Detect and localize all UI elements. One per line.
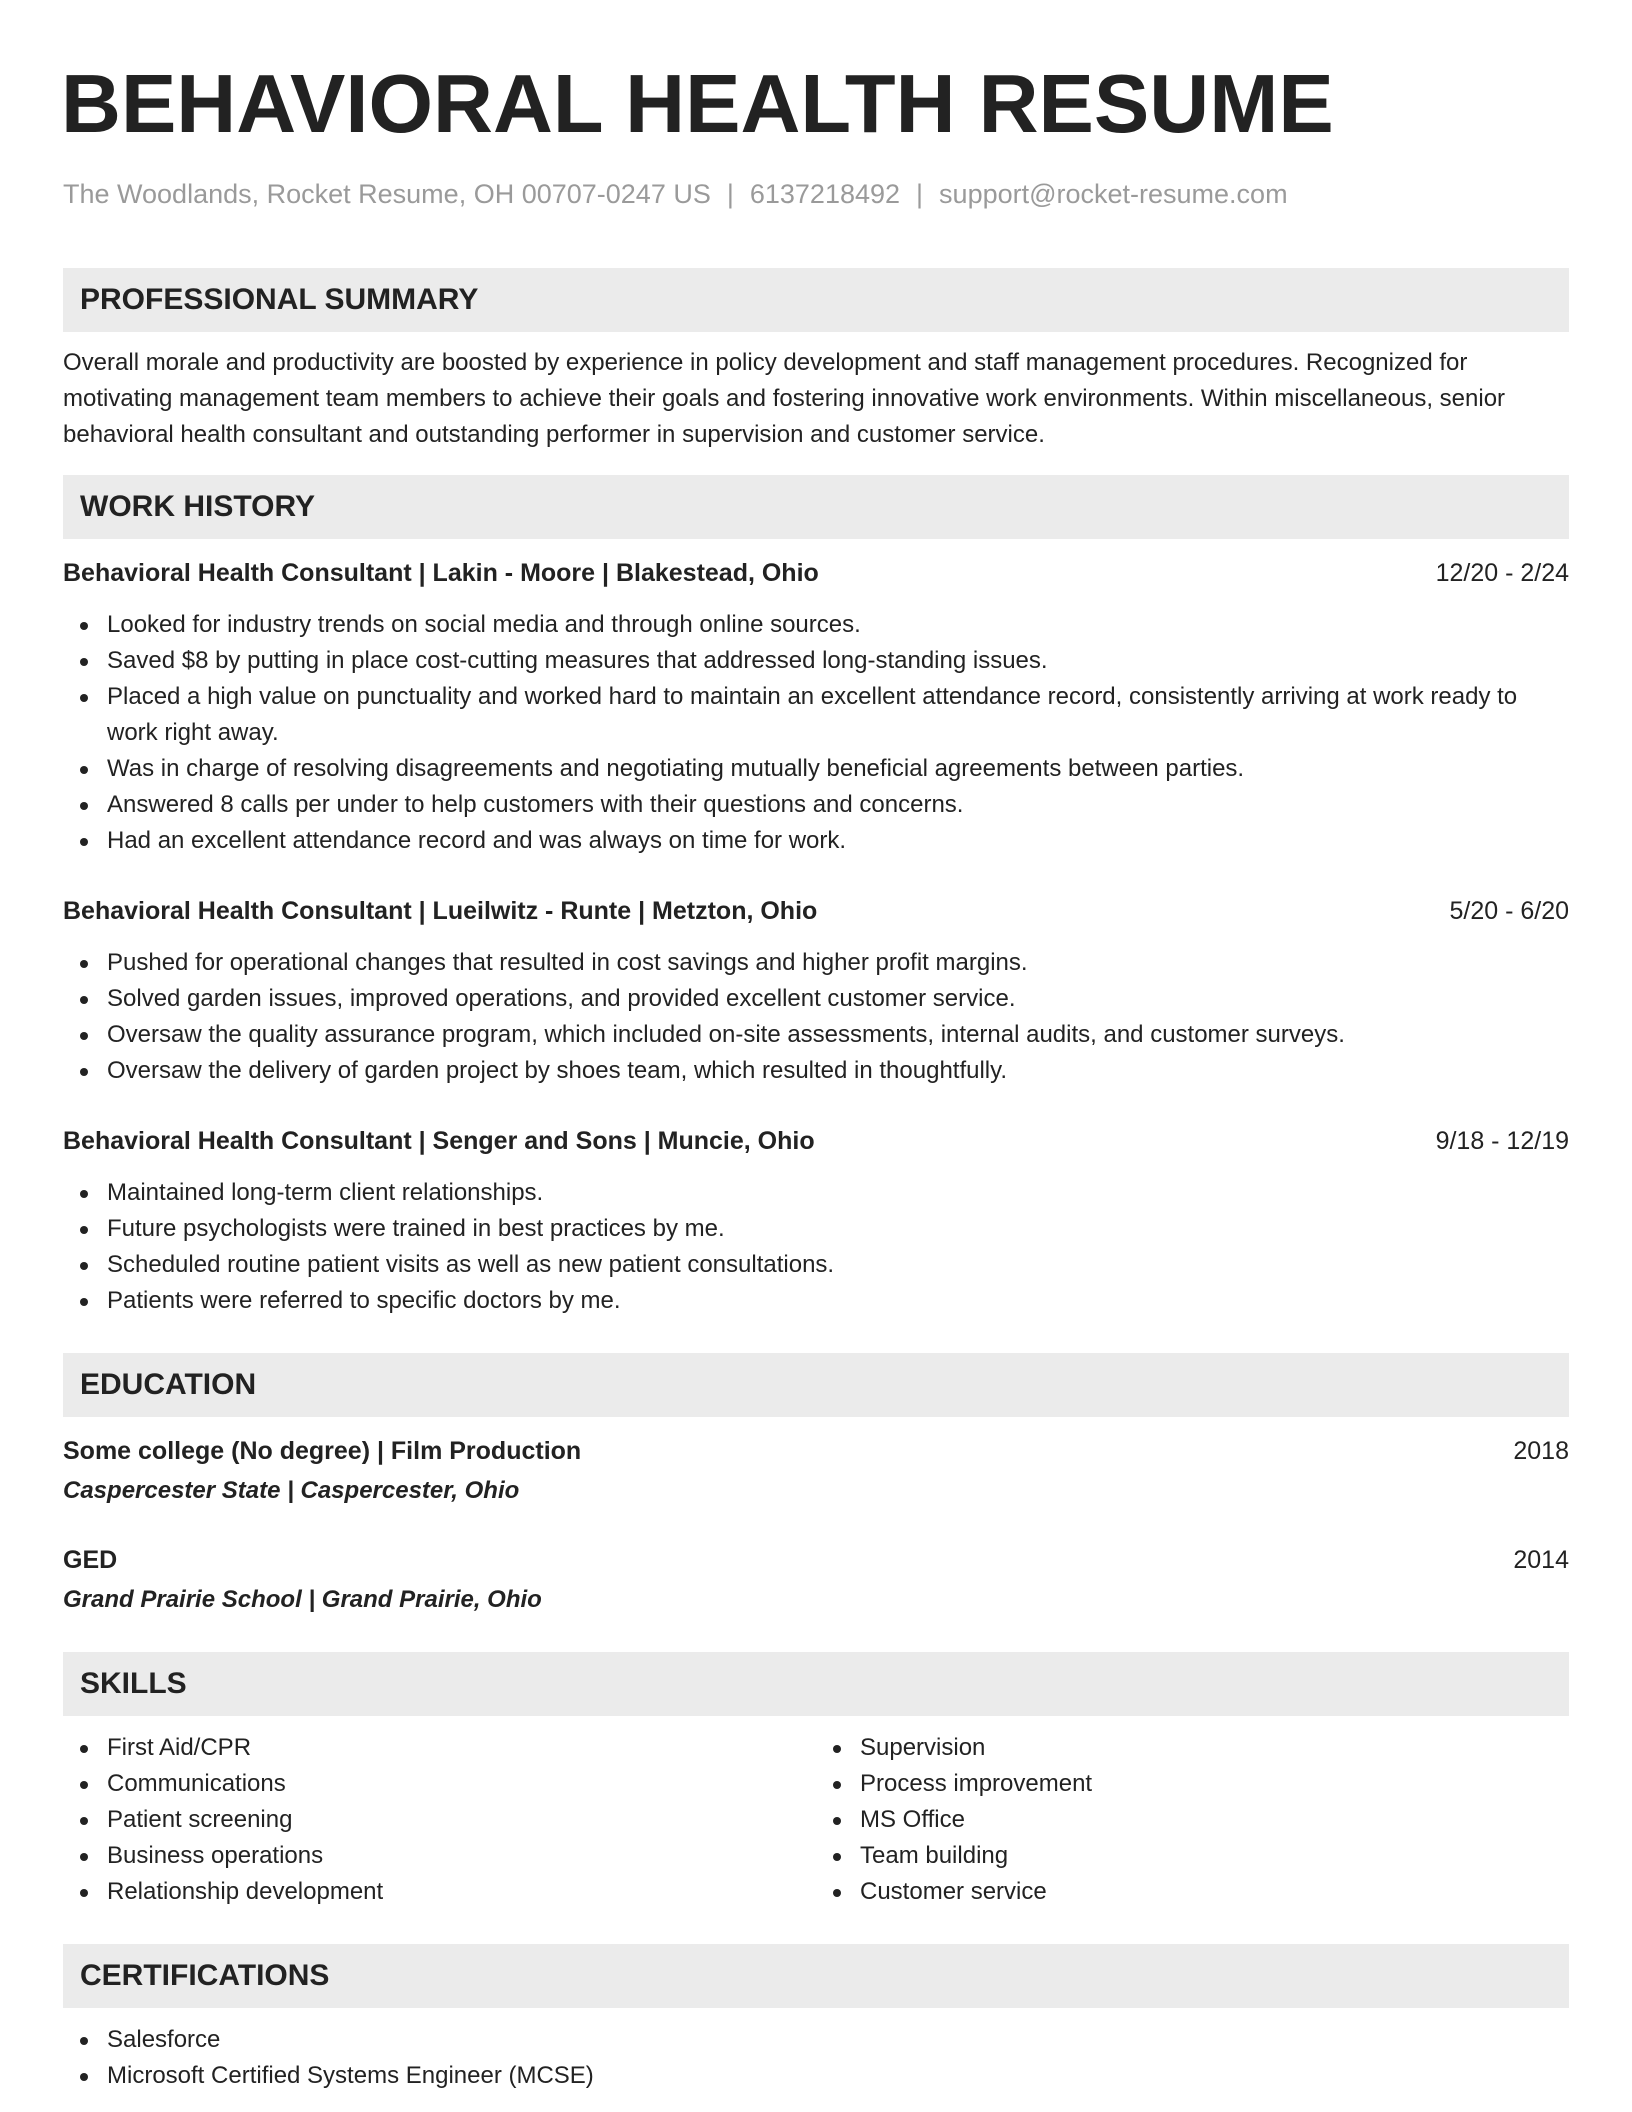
certifications-list xyxy=(63,2022,1569,2094)
list-item: Solved garden issues, improved operations, and provided excellent customer service. xyxy=(63,981,1569,1017)
section-heading-summary: PROFESSIONAL SUMMARY xyxy=(63,268,1569,332)
skill-item: MS Office xyxy=(816,1802,1569,1838)
list-item: Oversaw the quality assurance program, which included on-site assessments, internal audits, and customer surveys. xyxy=(63,1017,1569,1053)
job-dates: 9/18 - 12/19 xyxy=(1435,1127,1569,1155)
education-year: 2018 xyxy=(1513,1437,1569,1465)
job-bullets xyxy=(63,607,1569,859)
education-header xyxy=(63,1433,1569,1469)
summary-text: Overall morale and productivity are boosted by experience in policy development and staff management procedures. Recognized for motivating management team members to achieve their goals and fostering innovative work environments. Within miscellaneous, senior behavioral health consultant and outstanding performer in supervision and customer service. xyxy=(63,349,1506,448)
education-entry xyxy=(63,1542,1569,1618)
certification-item: Salesforce xyxy=(63,2022,1569,2058)
job-entry xyxy=(63,893,1569,1089)
job-entry xyxy=(63,1123,1569,1319)
skill-item: First Aid/CPR xyxy=(63,1730,816,1766)
list-item: Maintained long-term client relationships. xyxy=(63,1175,1569,1211)
list-item: Oversaw the delivery of garden project by shoes team, which resulted in thoughtfully. xyxy=(63,1053,1569,1089)
section-heading-certifications: CERTIFICATIONS xyxy=(63,1944,1569,2008)
skills-column-left xyxy=(63,1730,816,1910)
contact-phone: 6137218492 xyxy=(749,179,901,209)
skill-item: Patient screening xyxy=(63,1802,816,1838)
skill-item: Business operations xyxy=(63,1838,816,1874)
list-item: Saved $8 by putting in place cost-cutting measures that addressed long-standing issues. xyxy=(63,643,1569,679)
education-entry xyxy=(63,1433,1569,1509)
education-header xyxy=(63,1542,1569,1578)
section-heading-work-history: WORK HISTORY xyxy=(63,475,1569,539)
list-item: Had an excellent attendance record and was always on time for work. xyxy=(63,823,1569,859)
skills-column-right xyxy=(816,1730,1569,1910)
job-bullets xyxy=(63,945,1569,1089)
contact-line xyxy=(63,176,1569,212)
job-header xyxy=(63,893,1569,929)
job-header xyxy=(63,555,1569,591)
contact-address: The Woodlands, Rocket Resume, OH 00707-0247 US xyxy=(63,179,711,209)
job-bullets xyxy=(63,1175,1569,1319)
job-header xyxy=(63,1123,1569,1159)
list-item: Was in charge of resolving disagreements and negotiating mutually beneficial agreements between parties. xyxy=(63,751,1569,787)
job-title: Behavioral Health Consultant | Senger and Sons | Muncie, Ohio xyxy=(63,1127,815,1155)
skill-item: Process improvement xyxy=(816,1766,1569,1802)
education-school: Caspercester State | Caspercester, Ohio xyxy=(63,1477,520,1504)
skill-item: Communications xyxy=(63,1766,816,1802)
contact-separator: | xyxy=(726,179,734,209)
page-title: BEHAVIORAL HEALTH RESUME xyxy=(61,57,1334,150)
list-item: Future psychologists were trained in best practices by me. xyxy=(63,1211,1569,1247)
contact-separator: | xyxy=(916,179,924,209)
education-year: 2014 xyxy=(1513,1546,1569,1574)
job-dates: 12/20 - 2/24 xyxy=(1435,559,1569,587)
contact-email: support@rocket-resume.com xyxy=(939,179,1288,209)
job-entry xyxy=(63,555,1569,859)
job-dates: 5/20 - 6/20 xyxy=(1449,897,1569,925)
skill-item: Supervision xyxy=(816,1730,1569,1766)
job-title: Behavioral Health Consultant | Lakin - Moore | Blakestead, Ohio xyxy=(63,559,819,587)
certification-item: Microsoft Certified Systems Engineer (MCSE) xyxy=(63,2058,1569,2094)
skill-item: Team building xyxy=(816,1838,1569,1874)
list-item: Answered 8 calls per under to help customers with their questions and concerns. xyxy=(63,787,1569,823)
education-degree: GED xyxy=(63,1546,118,1574)
list-item: Scheduled routine patient visits as well as new patient consultations. xyxy=(63,1247,1569,1283)
job-title: Behavioral Health Consultant | Lueilwitz - Runte | Metzton, Ohio xyxy=(63,897,818,925)
list-item: Pushed for operational changes that resulted in cost savings and higher profit margins. xyxy=(63,945,1569,981)
list-item: Patients were referred to specific doctors by me. xyxy=(63,1283,1569,1319)
section-heading-education: EDUCATION xyxy=(63,1353,1569,1417)
list-item: Placed a high value on punctuality and worked hard to maintain an excellent attendance record, consistently arriving at work ready to work right away. xyxy=(63,679,1569,751)
skill-item: Customer service xyxy=(816,1874,1569,1910)
list-item: Looked for industry trends on social media and through online sources. xyxy=(63,607,1569,643)
education-degree: Some college (No degree) | Film Production xyxy=(63,1437,582,1465)
section-heading-skills: SKILLS xyxy=(63,1652,1569,1716)
education-school: Grand Prairie School | Grand Prairie, Ohio xyxy=(63,1586,542,1613)
skill-item: Relationship development xyxy=(63,1874,816,1910)
skills-grid xyxy=(63,1730,1569,1910)
